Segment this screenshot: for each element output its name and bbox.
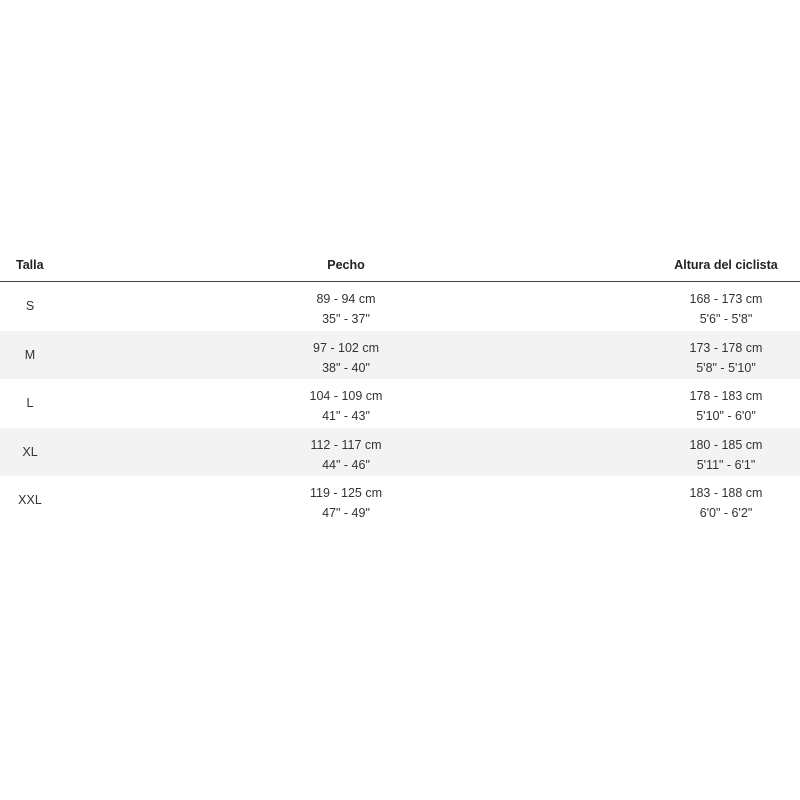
- altura-cm: 183 - 188 cm: [689, 486, 763, 501]
- altura-ft: 6'0" - 6'2": [699, 506, 753, 521]
- table-row: [0, 428, 800, 477]
- altura-ft: 5'8" - 5'10": [696, 360, 756, 375]
- pecho-in: 35" - 37": [322, 312, 370, 326]
- altura-cell: [690, 428, 763, 477]
- size-cell: L: [26, 396, 34, 411]
- altura-ft: 5'6" - 5'8": [699, 312, 753, 326]
- pecho-in: 47" - 49": [322, 506, 370, 521]
- altura-cell: [690, 379, 763, 428]
- pecho-cell: [310, 476, 382, 525]
- table-row: [0, 379, 800, 428]
- pecho-cm: 119 - 125 cm: [309, 486, 383, 501]
- pecho-cell: [310, 428, 381, 477]
- pecho-cell: [310, 379, 383, 428]
- size-cell: S: [25, 299, 35, 313]
- altura-cell: [690, 331, 763, 380]
- pecho-cm: 97 - 102 cm: [312, 340, 380, 355]
- size-cell: XL: [22, 444, 38, 459]
- pecho-cm: 112 - 117 cm: [310, 437, 382, 452]
- size-chart-table: [0, 248, 800, 525]
- table-row: [0, 282, 800, 331]
- pecho-cm: 89 - 94 cm: [316, 292, 376, 306]
- header-pecho: Pecho: [327, 258, 365, 272]
- altura-cell: [690, 282, 763, 331]
- table-row: [0, 331, 800, 380]
- pecho-in: 41" - 43": [322, 409, 370, 424]
- altura-cell: [690, 476, 763, 525]
- size-cell: XXL: [18, 493, 42, 508]
- table-row: [0, 476, 800, 525]
- altura-cm: 178 - 183 cm: [689, 389, 763, 404]
- altura-ft: 5'10" - 6'0": [696, 409, 756, 424]
- pecho-cm: 104 - 109 cm: [309, 389, 383, 404]
- pecho-cell: [313, 331, 379, 380]
- altura-cm: 173 - 178 cm: [689, 340, 763, 355]
- header-altura: Altura del ciclista: [674, 258, 778, 272]
- altura-ft: 5'11" - 6'1": [696, 457, 756, 472]
- size-cell: M: [24, 347, 36, 362]
- table-header: [0, 248, 800, 282]
- pecho-in: 44" - 46": [322, 457, 370, 472]
- pecho-cell: [316, 282, 375, 331]
- altura-cm: 180 - 185 cm: [689, 437, 763, 452]
- header-talla: Talla: [16, 258, 44, 272]
- pecho-in: 38" - 40": [322, 360, 370, 375]
- altura-cm: 168 - 173 cm: [689, 292, 763, 306]
